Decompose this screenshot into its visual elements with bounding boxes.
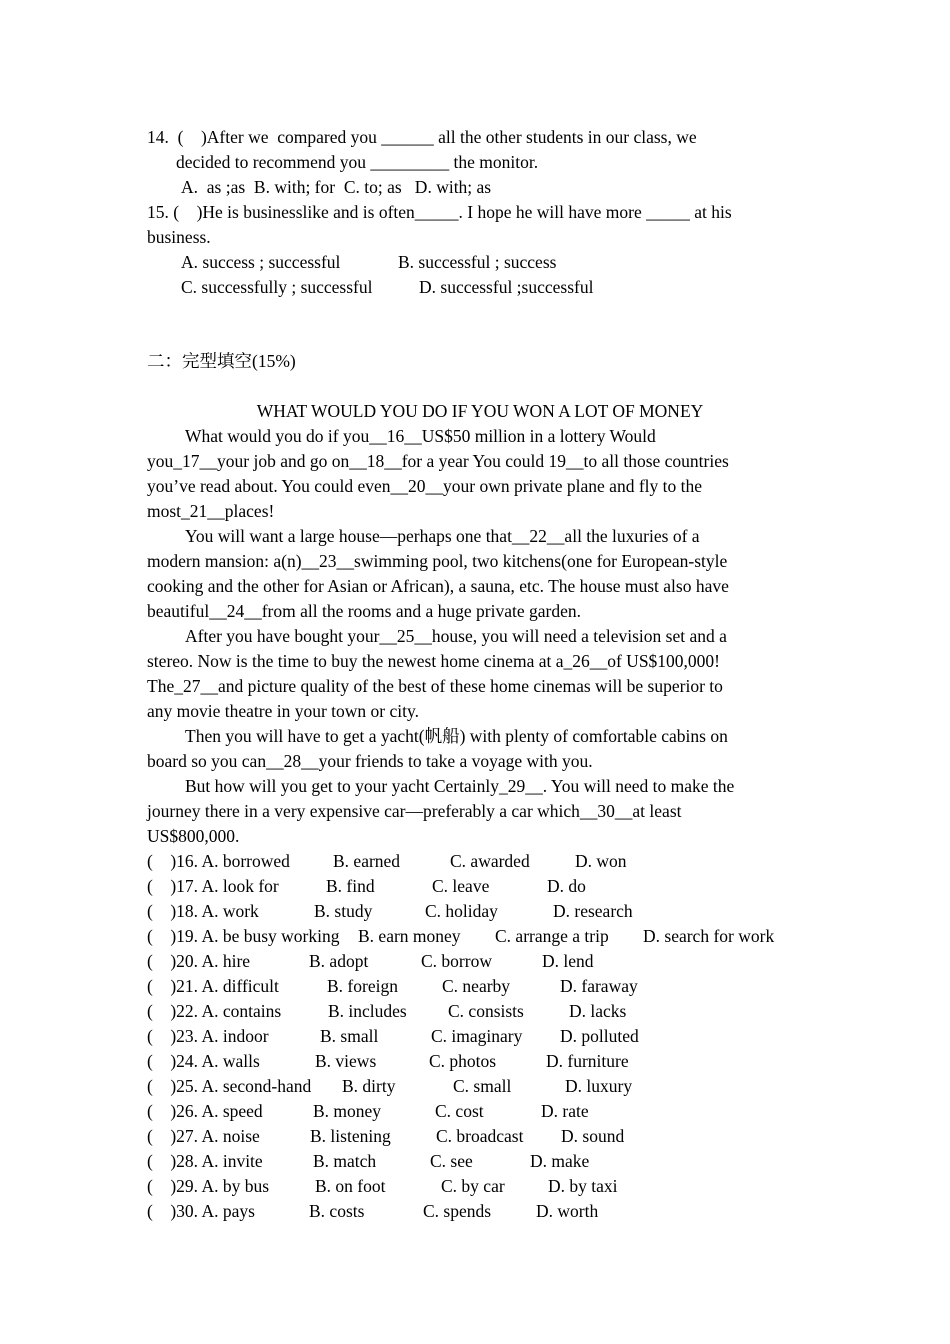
- choice-a: ( )20. A. hire: [147, 951, 251, 971]
- choice-b: B. earned: [333, 851, 401, 871]
- passage-line: you_17__your job and go on__18__for a year You could 19__to all those countries: [147, 451, 729, 471]
- passage-line: After you have bought your__25__house, you will need a television set and a: [185, 626, 727, 646]
- q15-option-b: B. successful ; success: [398, 252, 557, 272]
- choice-b: B. find: [326, 876, 375, 896]
- q15-line2: business.: [147, 227, 211, 247]
- choice-d: D. furniture: [546, 1051, 629, 1071]
- q15-line1: 15. ( )He is businesslike and is often_____. I hope he will have more _____ at his: [147, 202, 732, 222]
- choice-a: ( )29. A. by bus: [147, 1176, 270, 1196]
- choice-d: D. lend: [542, 951, 594, 971]
- q15-option-c: C. successfully ; successful: [181, 277, 373, 297]
- choice-b: B. views: [315, 1051, 377, 1071]
- choice-d: D. search for work: [643, 926, 775, 946]
- choice-c: C. spends: [423, 1201, 492, 1221]
- choice-c: C. arrange a trip: [495, 926, 609, 946]
- choice-d: D. by taxi: [548, 1176, 618, 1196]
- choice-a: ( )27. A. noise: [147, 1126, 260, 1146]
- choice-d: D. rate: [541, 1101, 589, 1121]
- passage-line: most_21__places!: [147, 501, 275, 521]
- choice-a: ( )30. A. pays: [147, 1201, 255, 1221]
- passage-line: board so you can__28__your friends to take a voyage with you.: [147, 751, 593, 771]
- section-heading: 二：完型填空(15%): [147, 351, 296, 371]
- passage-line: stereo. Now is the time to buy the newest home cinema at a_26__of US$100,000!: [147, 651, 721, 671]
- choice-d: D. research: [553, 901, 633, 921]
- choice-c: C. imaginary: [431, 1026, 523, 1046]
- q15-option-a: A. success ; successful: [181, 252, 341, 272]
- choice-b: B. match: [313, 1151, 377, 1171]
- choice-b: B. includes: [328, 1001, 407, 1021]
- passage-line: you’ve read about. You could even__20__your own private plane and fly to the: [147, 476, 703, 496]
- choice-d: D. faraway: [560, 976, 638, 996]
- passage-line: journey there in a very expensive car—preferably a car which__30__at least: [147, 801, 682, 821]
- q14-options: A. as ;as B. with; for C. to; as D. with; as: [181, 177, 492, 197]
- choice-a: ( )16. A. borrowed: [147, 851, 290, 871]
- passage-line: What would you do if you__16__US$50 million in a lottery Would: [185, 426, 656, 446]
- choice-d: D. won: [575, 851, 627, 871]
- choice-c: C. broadcast: [436, 1126, 524, 1146]
- choice-b: B. study: [314, 901, 373, 921]
- passage-line: cooking and the other for Asian or African), a sauna, etc. The house must also have: [147, 576, 729, 596]
- q14-line1: 14. ( )After we compared you ______ all the other students in our class, we: [147, 127, 697, 147]
- choice-d: D. worth: [536, 1201, 599, 1221]
- q14-line2: decided to recommend you _________ the monitor.: [176, 152, 539, 172]
- choice-a: ( )24. A. walls: [147, 1051, 260, 1071]
- choice-c: C. nearby: [442, 976, 511, 996]
- choice-a: ( )23. A. indoor: [147, 1026, 269, 1046]
- choice-a: ( )26. A. speed: [147, 1101, 263, 1121]
- choice-d: D. polluted: [560, 1026, 639, 1046]
- choice-d: D. luxury: [565, 1076, 633, 1096]
- q15-option-d: D. successful ;successful: [419, 277, 594, 297]
- choice-c: C. borrow: [421, 951, 492, 971]
- passage-line: You will want a large house—perhaps one that__22__all the luxuries of a: [185, 526, 700, 546]
- passage-line: But how will you get to your yacht Certainly_29__. You will need to make the: [185, 776, 735, 796]
- choice-a: ( )25. A. second-hand: [147, 1076, 312, 1096]
- choice-c: C. small: [453, 1076, 512, 1096]
- choice-a: ( )19. A. be busy working: [147, 926, 340, 946]
- passage-line: US$800,000.: [147, 826, 240, 846]
- choice-c: C. photos: [429, 1051, 497, 1071]
- passage-line: The_27__and picture quality of the best of these home cinemas will be superior to: [147, 676, 723, 696]
- choice-d: D. sound: [561, 1126, 625, 1146]
- choice-c: C. leave: [432, 876, 490, 896]
- choice-c: C. awarded: [450, 851, 530, 871]
- choice-b: B. listening: [310, 1126, 391, 1146]
- choice-b: B. dirty: [342, 1076, 396, 1096]
- choice-a: ( )21. A. difficult: [147, 976, 279, 996]
- choice-b: B. foreign: [327, 976, 398, 996]
- choice-b: B. money: [313, 1101, 382, 1121]
- choice-c: C. cost: [435, 1101, 484, 1121]
- choice-d: D. make: [530, 1151, 590, 1171]
- passage-line: modern mansion: a(n)__23__swimming pool, two kitchens(one for European-style: [147, 551, 728, 571]
- choice-c: C. consists: [448, 1001, 524, 1021]
- choice-b: B. adopt: [309, 951, 369, 971]
- choice-d: D. do: [547, 876, 586, 896]
- passage-line: Then you will have to get a yacht(帆船) with plenty of comfortable cabins on: [185, 726, 728, 746]
- choice-b: B. earn money: [358, 926, 461, 946]
- passage-line: beautiful__24__from all the rooms and a huge private garden.: [147, 601, 581, 621]
- choice-a: ( )18. A. work: [147, 901, 259, 921]
- choice-d: D. lacks: [569, 1001, 627, 1021]
- passage-line: any movie theatre in your town or city.: [147, 701, 419, 721]
- choice-b: B. small: [320, 1026, 379, 1046]
- choice-a: ( )22. A. contains: [147, 1001, 282, 1021]
- choice-a: ( )28. A. invite: [147, 1151, 263, 1171]
- choice-c: C. holiday: [425, 901, 498, 921]
- choice-c: C. by car: [441, 1176, 505, 1196]
- choice-c: C. see: [430, 1151, 473, 1171]
- choice-a: ( )17. A. look for: [147, 876, 279, 896]
- choice-b: B. costs: [309, 1201, 365, 1221]
- choice-b: B. on foot: [315, 1176, 386, 1196]
- passage-title: WHAT WOULD YOU DO IF YOU WON A LOT OF MONEY: [256, 401, 704, 421]
